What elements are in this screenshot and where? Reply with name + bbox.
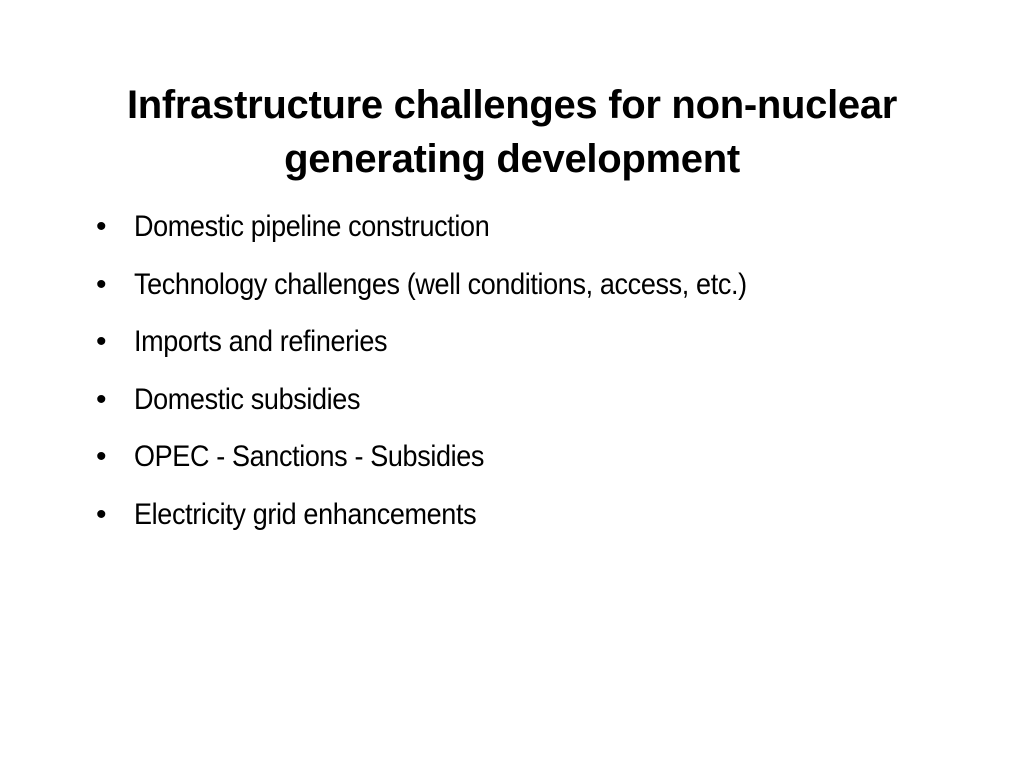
bullet-marker: •: [96, 267, 107, 301]
bullet-item-electricity-grid-enhancements: [96, 492, 976, 550]
slide-title-line-2: generating development: [284, 137, 740, 181]
bullet-item-opec-sanctions-subsidies: [96, 434, 976, 492]
bullet-item-domestic-subsidies: [96, 377, 976, 435]
bullet-item-domestic-pipeline-construction: [96, 204, 976, 262]
bullet-text: Electricity grid enhancements: [134, 497, 477, 531]
bullet-item-imports-and-refineries: [96, 319, 976, 377]
slide-title: [40, 78, 984, 186]
bullet-marker: •: [96, 325, 107, 358]
bullet-text: Technology challenges (well conditions, access, etc.): [134, 267, 747, 301]
bullet-text: Domestic pipeline construction: [134, 210, 490, 243]
bullet-marker: •: [96, 440, 107, 473]
bullet-text: Domestic subsidies: [134, 382, 361, 416]
bullet-marker: •: [96, 382, 107, 416]
slide-title-line-1: Infrastructure challenges for non-nuclear: [126, 83, 898, 127]
bullet-text: Imports and refineries: [134, 325, 388, 358]
bullet-list: [96, 204, 976, 549]
bullet-marker: •: [96, 497, 107, 531]
bullet-item-technology-challenges: [96, 262, 976, 320]
bullet-marker: •: [96, 210, 107, 243]
bullet-text: OPEC - Sanctions - Subsidies: [134, 440, 485, 473]
